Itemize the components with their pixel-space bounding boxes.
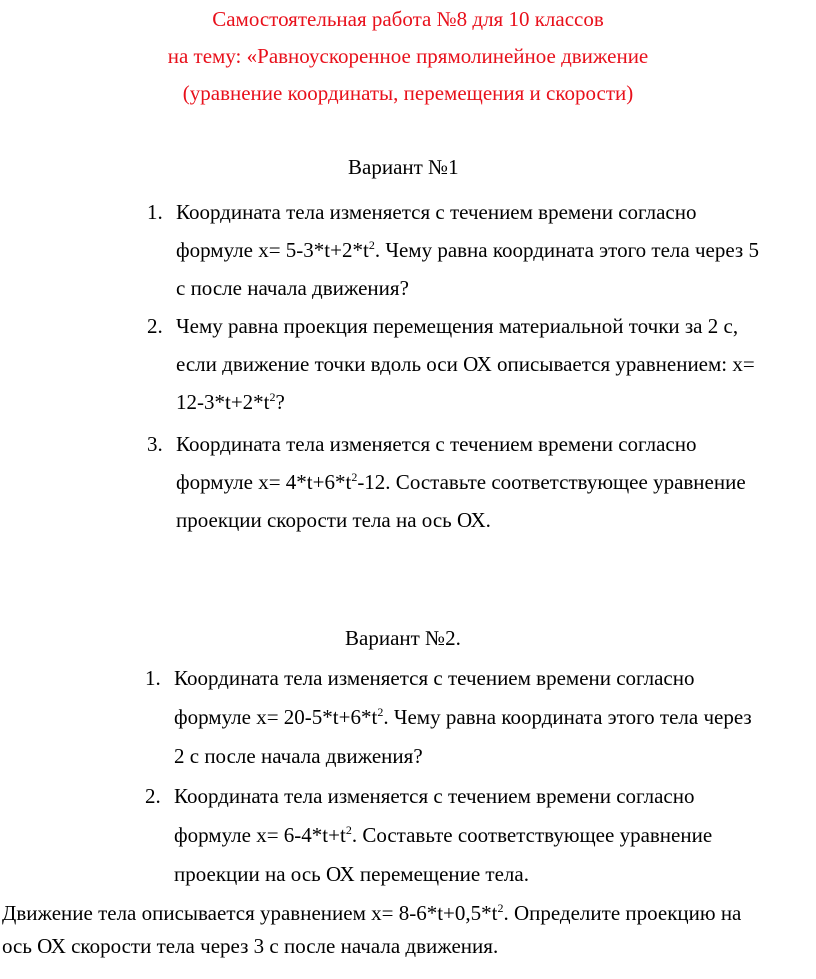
question-text: Чему равна проекция перемещения материальной точки за 2 с, (176, 314, 739, 338)
question-text: 2 с после начала движения? (174, 744, 423, 768)
question-text: формуле $х= 20-5*t+6*t^2$. Чему равна координата этого тела через (174, 705, 752, 729)
question-text: ось ОХ скорости тела через 3 с после начала движения. (2, 934, 499, 958)
worksheet-topic-detail: (уравнение координаты, перемещения и скорости) (182, 81, 634, 105)
question-text: формуле $х= 5-3*t+2*t^2$. Чему равна координата этого тела через 5 (176, 238, 759, 262)
question-text: Координата тела изменяется с течением времени согласно (176, 432, 697, 456)
question-text: если движение точки вдоль оси ОХ описывается уравнением: х= (176, 352, 755, 376)
question-text: формуле $х= 4*t+6*t^2-12$. Составьте соответствующее уравнение (176, 470, 746, 494)
question-number: 2. (147, 314, 163, 338)
question-number: 1. (145, 666, 161, 690)
question-text: проекции скорости тела на ось ОХ. (176, 508, 491, 532)
question-number: 3. (147, 432, 163, 456)
variant-1-title: Вариант №1 (348, 155, 459, 179)
question-text: Движение тела описывается уравнением $х= 8-6*t+0,5*t^2$. Определите проекцию на (2, 901, 742, 925)
question-text: $12-3*t+2*t^2$? (176, 390, 285, 414)
worksheet-title: Самостоятельная работа №8 для 10 классов (212, 7, 604, 31)
question-number: 1. (147, 200, 163, 224)
question-text: Координата тела изменяется с течением времени согласно (176, 200, 697, 224)
question-text: проекции на ось ОХ перемещение тела. (174, 862, 529, 886)
question-text: с после начала движения? (176, 276, 409, 300)
variant-2-title: Вариант №2. (345, 626, 461, 650)
question-text: Координата тела изменяется с течением времени согласно (174, 784, 695, 808)
worksheet-topic: на тему: «Равноускоренное прямолинейное движение (167, 44, 649, 68)
question-number: 2. (145, 784, 161, 808)
question-text: Координата тела изменяется с течением времени согласно (174, 666, 695, 690)
question-text: формуле $х= 6-4*t+t^2$. Составьте соответствующее уравнение (174, 823, 713, 847)
